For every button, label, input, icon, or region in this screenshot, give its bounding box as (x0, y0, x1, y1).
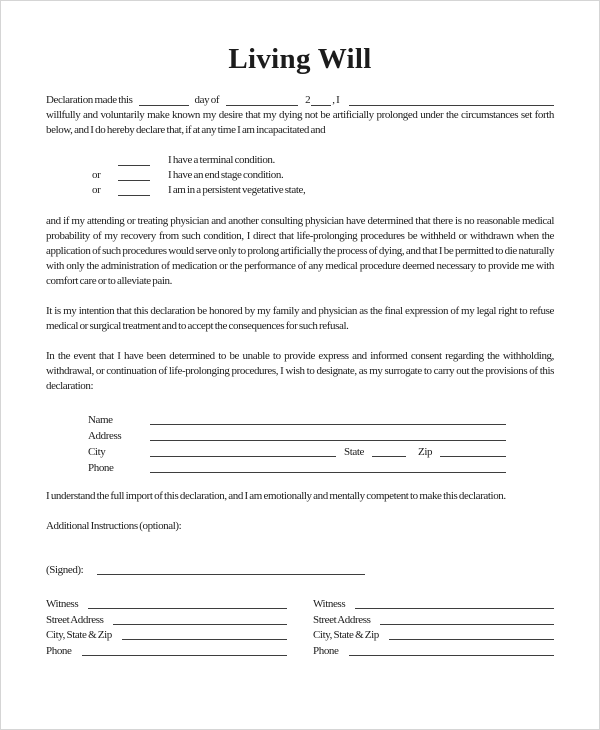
competence-paragraph: I understand the full import of this declaration, and I am emotionally and mentally competent to make this declaration. (46, 490, 506, 502)
surrogate-city-line[interactable] (150, 456, 336, 457)
surrogate-phone-line[interactable] (150, 472, 506, 473)
city-label: City (88, 446, 106, 458)
surrogate-contact-fields (88, 412, 506, 476)
signed-label: (Signed): (46, 564, 84, 576)
witness2-phone-row (313, 644, 554, 660)
condition-text: I have a terminal condition. (168, 154, 275, 166)
surrogate-address-line[interactable] (150, 440, 506, 441)
declaration-day-blank[interactable] (139, 105, 189, 106)
declaration-date-line (46, 93, 554, 108)
surrogate-designation-paragraph: In the event that I have been determined to be unable to provide express and informed consent regarding the withholding, withdrawal, or continuation of life-prolonging procedures, I wish to designate, as my surrogate to carry out the provisions of this declaration: (46, 350, 554, 392)
witness2-phone-line[interactable] (349, 655, 554, 656)
surrogate-name-line[interactable] (150, 424, 506, 425)
witness1-city-state-zip-line[interactable] (122, 639, 287, 640)
condition-checklist (46, 153, 554, 198)
intention-paragraph: It is my intention that this declaration be honored by my family and physician as the final expression of my legal right to refuse medical or surgical treatment and to accept the consequences for such refusal. (46, 305, 554, 332)
witness1-street-row (46, 613, 287, 629)
phone-label: Phone (88, 462, 114, 474)
surrogate-phone-row (88, 460, 506, 476)
city-state-zip-label: City, State & Zip (313, 629, 379, 641)
day-of-text: day of (194, 94, 220, 106)
surrogate-zip-line[interactable] (440, 456, 506, 457)
witness1-phone-line[interactable] (82, 655, 287, 656)
condition-row-terminal (92, 153, 554, 168)
phone-label: Phone (46, 644, 72, 657)
surrogate-city-state-zip-row (88, 444, 506, 460)
surrogate-address-row (88, 428, 506, 444)
witness2-city-state-zip-row (313, 628, 554, 644)
witness1-city-state-zip-row (46, 628, 287, 644)
condition-row-end-stage (92, 168, 554, 183)
witness-label: Witness (313, 598, 346, 610)
condition-text: I have an end stage condition. (168, 169, 284, 181)
after-year-text: , I (332, 94, 340, 106)
witness-label: Witness (46, 598, 79, 610)
declaration-intro-continuation: willfully and voluntarily make known my desire that my dying not be artificially prolonged under the circumstances set forth below, and I do hereby declare that, if at any time I am incapacitated and (46, 109, 554, 136)
zip-label: Zip (418, 446, 433, 458)
witness-column-2 (313, 597, 554, 659)
witness2-city-state-zip-line[interactable] (389, 639, 554, 640)
witness1-name-row (46, 597, 287, 613)
witness2-street-row (313, 613, 554, 629)
city-state-zip-label: City, State & Zip (46, 629, 112, 641)
witness-column-1 (46, 597, 287, 659)
street-address-label: Street Address (46, 613, 104, 626)
witness2-street-address-line[interactable] (380, 624, 554, 625)
witness1-street-address-line[interactable] (113, 624, 287, 625)
physician-determination-paragraph: and if my attending or treating physician and another consulting physician have determined that there is no reasonable medical probability of my recovery from such condition, I direct that life-prolonging procedures be withheld or withdrawn when the application of such procedures would serve only to prolong artificially the process of dying, and that I be permitted to die naturally with only the administration of medication or the performance of any medical procedure deemed necessary to provide me with comfort care or to alleviate pain. (46, 215, 554, 287)
condition-prefix: or (92, 169, 101, 181)
address-label: Address (88, 430, 122, 442)
declaration-made-this-text: Declaration made this (46, 94, 133, 106)
surrogate-state-line[interactable] (372, 456, 406, 457)
declaration-month-blank[interactable] (226, 105, 298, 106)
terminal-condition-blank[interactable] (118, 165, 150, 166)
declarant-name-blank[interactable] (349, 105, 554, 106)
signature-line[interactable] (97, 574, 365, 575)
witness1-name-line[interactable] (88, 608, 287, 609)
street-address-label: Street Address (313, 613, 371, 626)
name-label: Name (88, 414, 113, 426)
year-prefix-text: 2 (305, 94, 311, 106)
condition-text: I am in a persistent vegetative state, (168, 184, 306, 196)
condition-row-vegetative-state (92, 183, 554, 198)
document-title: Living Will (228, 43, 372, 75)
witness2-name-row (313, 597, 554, 613)
condition-prefix: or (92, 184, 101, 196)
end-stage-condition-blank[interactable] (118, 180, 150, 181)
vegetative-state-blank[interactable] (118, 195, 150, 196)
state-label: State (344, 446, 364, 458)
witness1-phone-row (46, 644, 287, 660)
witness2-name-line[interactable] (355, 608, 554, 609)
phone-label: Phone (313, 644, 339, 657)
declaration-year-blank[interactable] (311, 105, 331, 106)
surrogate-name-row (88, 412, 506, 428)
witness-section (46, 597, 554, 659)
additional-instructions-label: Additional Instructions (optional): (46, 520, 182, 532)
signature-row (46, 562, 554, 578)
